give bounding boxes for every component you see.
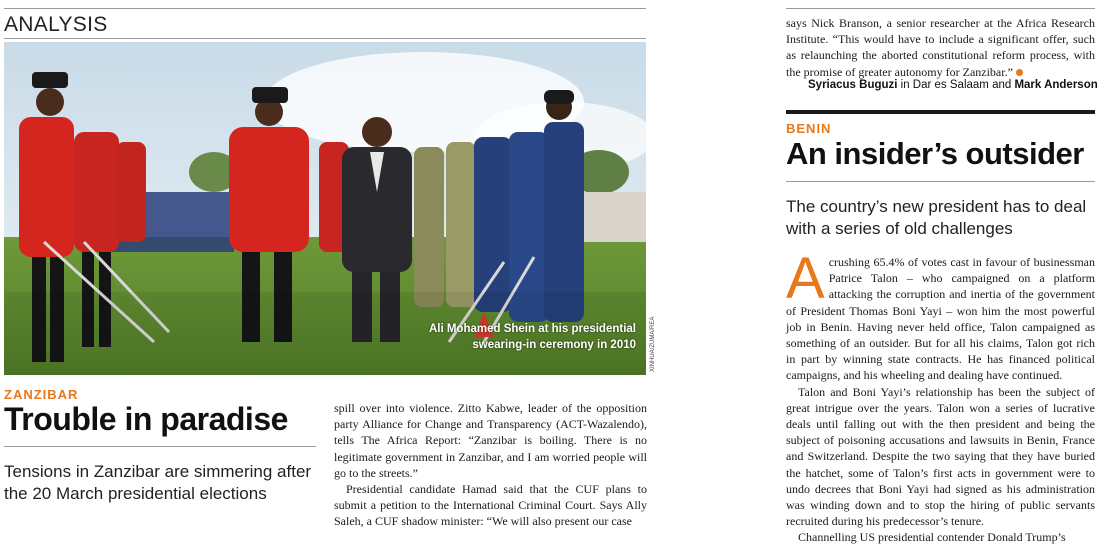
photo-credit-text: XINHUA/ZUMA/REA (650, 316, 656, 372)
drop-cap: A (786, 246, 825, 311)
end-mark-icon (1016, 69, 1023, 76)
section-label: ANALYSIS (4, 13, 108, 36)
article-kicker: ZANZIBAR (4, 387, 79, 402)
top-rule-right (786, 8, 1095, 9)
section-rule (4, 38, 646, 39)
continued-paragraph-text: says Nick Branson, a senior researcher at the Africa Research Institute. “This would have to include a significant offer, such as relaunching the aborted constitutional reform process, with the promise of greater autonomy for Zanzibar.” (786, 16, 1095, 79)
article-standfirst: Tensions in Zanzibar are simmering after the 20 March presidential elections (4, 462, 312, 503)
body-paragraph: Presidential candidate Hamad said that the CUF plans to submit a petition to the International Criminal Court. Says Ally Saleh, a CUF shadow minister: “We will also present our case (334, 482, 647, 529)
body-paragraph (786, 15, 1095, 80)
top-rule-left (4, 8, 646, 9)
section-divider (786, 110, 1095, 114)
headline-rule (4, 446, 316, 447)
article-headline: Trouble in paradise (4, 401, 288, 437)
article-body (786, 246, 1095, 546)
article-standfirst: The country’s new president has to deal with a series of old challenges (786, 197, 1087, 238)
byline (808, 79, 1098, 91)
article-headline: An insider’s outsider (786, 136, 1084, 171)
photo-caption (406, 321, 636, 353)
body-paragraph-text: crushing 65.4% of votes cast in favour of businessman Patrice Talon – who campaigned on a platform attacking the corruption and inertia of the government of President Thomas Boni Yayi – won him the most powerful job in Benin. Having never held office, Talon campaigned as something of an outsider. But for all his claims, Talon got rich in part by winning state contracts. He has financed political campaigns, and his wheeling and dealing have continued. (786, 255, 1095, 383)
body-paragraph (786, 246, 1095, 384)
continued-article-body (786, 15, 1095, 80)
headline-rule (786, 181, 1095, 182)
article-body (334, 400, 647, 530)
body-paragraph: Channelling US presidential contender Donald Trump’s (798, 530, 1066, 545)
article-kicker: BENIN (786, 121, 832, 136)
ceremony-photo (4, 42, 646, 375)
body-paragraph: spill over into violence. Zitto Kabwe, leader of the opposition party Alliance for Change and Transparency (ACT-Wazalendo), tells The Africa Report: “Zanzibar is boiling. There is no legitimate government in Zanzibar, and I am worried people will go to the streets.” (334, 401, 647, 480)
caption-line: Ali Mohamed Shein at his presidential (428, 323, 636, 335)
body-paragraph: Talon and Boni Yayi’s relationship has been the subject of great intrigue over the years. Talon won a series of lucrative deals until falling out with the then president and being the subject of poisoning accusations and lawsuits in Benin, France and Switzerland. Despite the two saying that they have buried the hatchet, some of Talon’s first acts in government were to undo decrees that Boni Yayi had signed as his administration was winding down and to stop the hiring of public servants recruited during his predecessor’s tenure. (786, 384, 1095, 529)
photo-credit (650, 302, 660, 372)
caption-line: swearing-in ceremony in 2010 (472, 339, 636, 351)
byline-author: Mark Anderson (1014, 79, 1098, 91)
byline-author: Syriacus Buguzi (808, 79, 898, 91)
byline-location: in Dar es Salaam and (897, 79, 1015, 91)
